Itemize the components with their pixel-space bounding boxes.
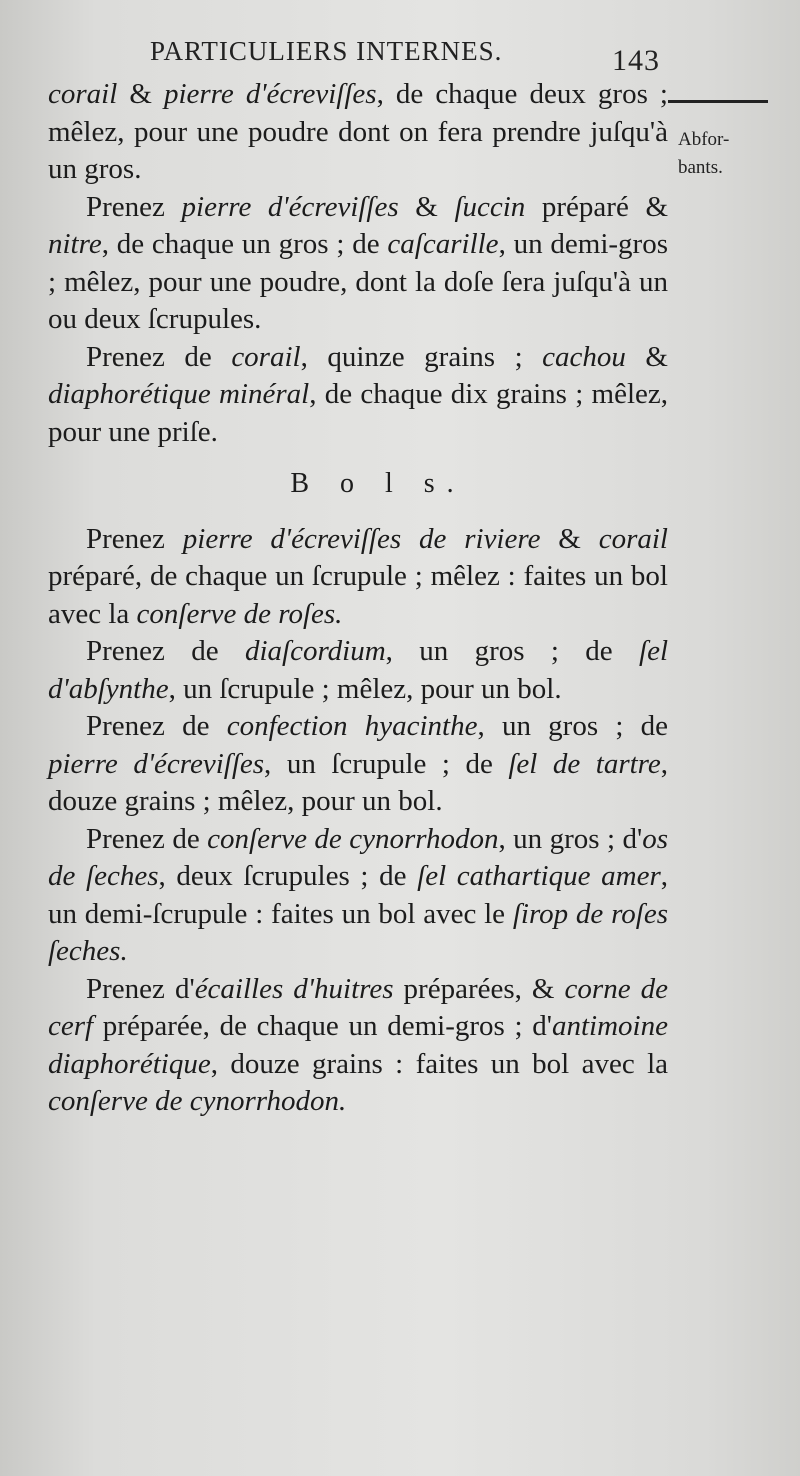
text-run: , un ſcrupule ; mêlez, pour un bol.: [168, 672, 562, 705]
text-run: , un demi-gros ; mêlez, pour une poudre, dont la doſe ſera juſqu'à un ou deux ſcrupules.: [48, 228, 668, 335]
text-run: Prenez: [86, 522, 183, 555]
margin-note-line: Abfor-: [678, 129, 730, 150]
italic-term: os de ſeches: [48, 822, 668, 892]
text-run: Prenez de: [86, 635, 245, 667]
text-run: , un demi-ſcrupule : faites un bol avec le: [48, 860, 668, 930]
italic-term: confection hyacinthe: [226, 710, 478, 742]
italic-term: pierre d'écreviſſes: [48, 747, 265, 780]
italic-term: ſel de tartre: [508, 747, 661, 780]
text-run: , un gros ; d': [498, 822, 643, 855]
italic-term: corail: [598, 522, 668, 555]
text-run: préparé, de chaque un ſcrupule ; mêlez : faites un bol avec la: [48, 560, 668, 630]
text-run: &: [540, 522, 599, 555]
text-run: , quinze grains ;: [300, 340, 543, 373]
text-run: préparée, de chaque un demi-gros ; d': [93, 1010, 552, 1042]
running-title: PARTICULIERS INTERNES.: [150, 36, 503, 66]
paragraph: [48, 189, 668, 339]
paragraph: [48, 76, 668, 189]
text-run: , douze grains : faites un bol avec la: [210, 1047, 668, 1080]
margin-note-line: bants.: [678, 157, 723, 178]
paragraph: [48, 339, 668, 452]
text-run: Prenez de: [86, 822, 208, 855]
text-run: Prenez de: [86, 710, 227, 742]
page-body: [48, 76, 668, 1121]
italic-term: corail: [48, 78, 118, 110]
italic-term: conſerve de cynorrhodon.: [48, 1085, 347, 1117]
italic-term: diaſcordium: [244, 635, 386, 667]
text-run: Prenez: [86, 190, 182, 223]
margin-note: [678, 126, 788, 182]
paragraph: [48, 708, 668, 821]
italic-term: écailles d'huitres: [194, 972, 394, 1005]
italic-term: ſuccin: [454, 190, 526, 223]
text-run: Prenez de: [86, 340, 232, 373]
italic-term: pierre d'écreviſſes: [163, 78, 377, 110]
italic-term: corail: [231, 340, 301, 373]
italic-term: nitre: [48, 228, 102, 260]
text-run: , de chaque dix grains ; mêlez, pour une priſe.: [48, 378, 668, 448]
italic-term: conſerve de roſes.: [136, 597, 343, 630]
italic-term: diaphorétique minéral: [48, 378, 310, 410]
paragraph: [48, 971, 668, 1121]
page-number: 143: [612, 44, 660, 77]
text-run: , de chaque un gros ; de: [101, 228, 388, 260]
text-run: &: [625, 340, 668, 373]
text-run: , un ſcrupule ; de: [264, 747, 509, 780]
paragraph: [48, 633, 668, 708]
text-run: &: [398, 190, 455, 223]
text-run: Prenez d': [86, 972, 195, 1005]
italic-term: ſel d'abſynthe: [48, 635, 669, 705]
text-run: , deux ſcrupules ; de: [158, 860, 418, 892]
italic-term: antimoine diaphorétique: [48, 1010, 668, 1080]
italic-term: cachou: [542, 340, 626, 373]
section-title: B o l s.: [290, 468, 466, 499]
italic-term: pierre d'écreviſſes de riviere: [182, 522, 541, 555]
margin-rule: [668, 100, 768, 103]
italic-term: conſerve de cynorrhodon: [207, 822, 499, 855]
text-run: préparées, &: [393, 972, 565, 1005]
text-run: , de chaque deux gros ; mêlez, pour une poudre dont on fera prendre juſqu'à un gros.: [48, 78, 668, 185]
paragraph: [48, 521, 668, 634]
text-run: préparé &: [525, 190, 668, 223]
text-run: , douze grains ; mêlez, pour un bol.: [48, 747, 668, 817]
italic-term: ſel cathartique amer: [417, 860, 661, 892]
italic-term: pierre d'écreviſſes: [181, 190, 399, 223]
text-run: , un gros ; de: [385, 635, 640, 667]
italic-term: ſirop de roſes ſeches.: [48, 897, 668, 967]
paragraph: [48, 821, 668, 971]
text-run: , un gros ; de: [477, 710, 669, 742]
italic-term: corne de cerf: [48, 972, 668, 1042]
text-run: &: [117, 78, 164, 110]
italic-term: caſcarille: [387, 228, 499, 260]
